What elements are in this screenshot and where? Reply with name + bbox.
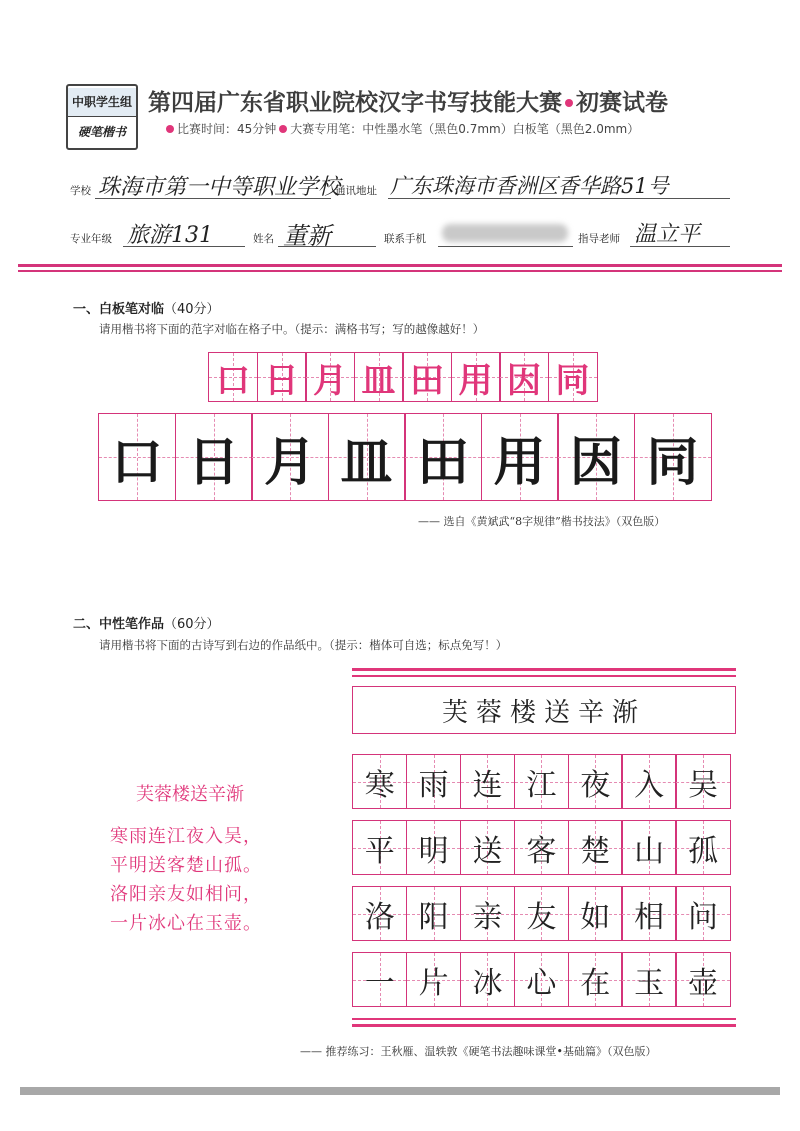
paper-cell[interactable]	[352, 952, 407, 1007]
paper-cell[interactable]	[460, 754, 515, 809]
paper-band	[352, 675, 736, 677]
model-char: 皿	[361, 360, 396, 401]
paper-cell[interactable]	[352, 754, 407, 809]
divider	[18, 270, 782, 272]
poem-line: 一片冰心在玉壶。	[110, 913, 262, 934]
teacher-underline	[630, 246, 730, 247]
model-char: 月	[313, 360, 347, 401]
written-char: 日	[187, 431, 240, 493]
title-suffix: 初赛试卷	[576, 90, 668, 116]
practice-cell[interactable]	[98, 413, 176, 501]
bullet-dot-icon	[279, 125, 287, 133]
group-badge	[66, 84, 138, 150]
model-char: 用	[458, 360, 493, 401]
paper-row	[352, 820, 731, 875]
page-title	[148, 84, 668, 117]
paper-row	[352, 952, 731, 1007]
paper-cell[interactable]	[514, 820, 569, 875]
paper-char: 寒	[364, 767, 395, 803]
poem-line: 平明送客楚山孤。	[110, 855, 262, 876]
paper-cell[interactable]	[406, 952, 461, 1007]
paper-char: 夜	[580, 767, 611, 803]
phone-label: 联系手机	[384, 233, 426, 245]
written-char: 同	[646, 431, 699, 493]
divider	[18, 264, 782, 267]
paper-char: 在	[580, 965, 611, 1001]
written-char: 皿	[340, 431, 393, 493]
model-cell	[451, 352, 501, 402]
paper-cell[interactable]	[675, 886, 730, 941]
paper-char: 相	[634, 899, 665, 935]
model-char: 日	[264, 360, 299, 401]
model-cell	[548, 352, 598, 402]
practice-cell[interactable]	[328, 413, 406, 501]
paper-char: 冰	[472, 965, 503, 1001]
paper-cell[interactable]	[675, 820, 730, 875]
paper-char: 山	[634, 833, 665, 869]
model-cell	[257, 352, 307, 402]
teacher-label: 指导老师	[578, 233, 620, 245]
model-char-grid	[208, 352, 598, 402]
paper-cell[interactable]	[406, 754, 461, 809]
paper-cell[interactable]	[352, 886, 407, 941]
paper-cell[interactable]	[621, 886, 676, 941]
bullet-dot-icon	[565, 99, 573, 107]
model-cell	[402, 352, 452, 402]
name-underline	[278, 246, 376, 247]
model-char: 田	[410, 360, 444, 401]
paper-char: 友	[526, 899, 557, 935]
paper-cell[interactable]	[460, 886, 515, 941]
practice-cell[interactable]	[251, 413, 329, 501]
paper-char: 亲	[472, 899, 503, 935]
section2-points: （60分）	[164, 617, 220, 632]
paper-cell[interactable]	[568, 886, 623, 941]
paper-cell[interactable]	[514, 754, 569, 809]
paper-cell[interactable]	[675, 952, 730, 1007]
paper-cell[interactable]	[568, 952, 623, 1007]
paper-band	[352, 1024, 736, 1027]
address-label: 通讯地址	[335, 185, 377, 197]
paper-char: 连	[472, 767, 503, 803]
section1-heading	[73, 298, 220, 317]
badge-group: 中职学生组	[68, 88, 136, 117]
practice-cell[interactable]	[557, 413, 635, 501]
practice-grid	[98, 413, 712, 501]
paper-cell[interactable]	[568, 754, 623, 809]
section1-title: 一、白板笔对临	[73, 302, 165, 317]
paper-cell[interactable]	[514, 886, 569, 941]
paper-char: 客	[526, 833, 557, 869]
practice-cell[interactable]	[175, 413, 253, 501]
footer-bar	[20, 1087, 780, 1095]
paper-char: 孤	[688, 833, 719, 869]
title-main: 第四届广东省职业院校汉字书写技能大赛	[148, 90, 562, 116]
written-char: 口	[110, 431, 163, 493]
model-cell	[354, 352, 404, 402]
subtitle	[163, 120, 639, 137]
model-cell	[208, 352, 258, 402]
model-char: 同	[555, 360, 590, 401]
paper-cell[interactable]	[621, 754, 676, 809]
subtitle-time: 比赛时间：45分钟	[177, 122, 277, 136]
school-label: 学校	[70, 185, 91, 197]
major-underline	[123, 246, 245, 247]
paper-char: 壶	[688, 965, 719, 1001]
phone-underline	[438, 246, 573, 247]
written-char: 用	[493, 431, 546, 493]
practice-cell[interactable]	[404, 413, 482, 501]
paper-char: 明	[418, 833, 449, 869]
poem-line: 寒雨连江夜入吴，	[110, 826, 262, 847]
paper-title-box[interactable]	[352, 686, 736, 734]
paper-char: 雨	[418, 767, 449, 803]
paper-char: 平	[364, 833, 395, 869]
written-char: 月	[263, 431, 316, 493]
poem-title: 芙蓉楼送辛渐	[136, 784, 244, 805]
paper-char: 吴	[688, 767, 719, 803]
major-label: 专业年级	[70, 233, 112, 245]
name-value: 董新	[283, 222, 331, 250]
model-char: 因	[507, 360, 541, 401]
written-char: 因	[569, 431, 622, 493]
paper-cell[interactable]	[460, 820, 515, 875]
paper-char: 送	[472, 833, 503, 869]
phone-redacted	[442, 224, 568, 242]
paper-cell[interactable]	[352, 820, 407, 875]
paper-cell[interactable]	[514, 952, 569, 1007]
address-underline	[388, 198, 730, 199]
paper-char: 入	[634, 767, 665, 803]
paper-char: 阳	[418, 899, 449, 935]
paper-row	[352, 886, 731, 941]
school-value: 珠海市第一中等职业学校	[98, 175, 341, 200]
model-cell	[499, 352, 549, 402]
work-paper	[352, 668, 736, 1030]
paper-cell[interactable]	[675, 754, 730, 809]
address-value: 广东珠海市香洲区香华路51号	[390, 174, 669, 198]
practice-cell[interactable]	[481, 413, 559, 501]
school-underline	[95, 198, 331, 199]
practice-cell[interactable]	[634, 413, 712, 501]
section2-title: 二、中性笔作品	[73, 617, 165, 632]
paper-char: 问	[688, 899, 719, 935]
bullet-dot-icon	[166, 125, 174, 133]
paper-char: 心	[526, 965, 557, 1001]
written-char: 田	[416, 431, 469, 493]
paper-char: 洛	[364, 899, 395, 935]
badge-category: 硬笔楷书	[77, 125, 126, 139]
paper-band	[352, 668, 736, 671]
paper-char: 片	[418, 965, 449, 1001]
section2-heading	[73, 613, 220, 632]
paper-char: 楚	[580, 833, 611, 869]
paper-title: 芙蓉楼送辛渐	[441, 697, 646, 728]
poem-line: 洛阳亲友如相问，	[110, 884, 262, 905]
name-label: 姓名	[253, 233, 274, 245]
subtitle-pen: 大赛专用笔：中性墨水笔（黑色0.7mm）白板笔（黑色2.0mm）	[290, 122, 640, 136]
section1-points: （40分）	[164, 302, 220, 317]
paper-cell[interactable]	[406, 886, 461, 941]
paper-row	[352, 754, 731, 809]
section1-instruction: 请用楷书将下面的范字对临在格子中。（提示：满格书写；写的越像越好！）	[99, 322, 485, 336]
section2-credit: —— 推荐练习：王秋雁、温轶敦《硬笔书法趣味课堂•基础篇》（双色版）	[300, 1045, 657, 1058]
paper-char: 江	[526, 767, 557, 803]
model-cell	[305, 352, 355, 402]
paper-cell[interactable]	[621, 952, 676, 1007]
paper-cell[interactable]	[460, 952, 515, 1007]
paper-char: 如	[580, 899, 611, 935]
paper-cell[interactable]	[621, 820, 676, 875]
model-char: 口	[216, 360, 250, 401]
section2-instruction: 请用楷书将下面的古诗写到右边的作品纸中。（提示：楷体可自选；标点免写！）	[99, 638, 508, 652]
paper-band	[352, 1018, 736, 1020]
paper-cell[interactable]	[568, 820, 623, 875]
paper-cell[interactable]	[406, 820, 461, 875]
paper-char: 一	[364, 965, 395, 1001]
major-value: 旅游131	[127, 223, 213, 248]
teacher-value: 温立平	[634, 222, 701, 247]
section1-credit: —— 选自《黄斌武“8字规律”楷书技法》（双色版）	[418, 515, 666, 528]
paper-char: 玉	[634, 965, 665, 1001]
